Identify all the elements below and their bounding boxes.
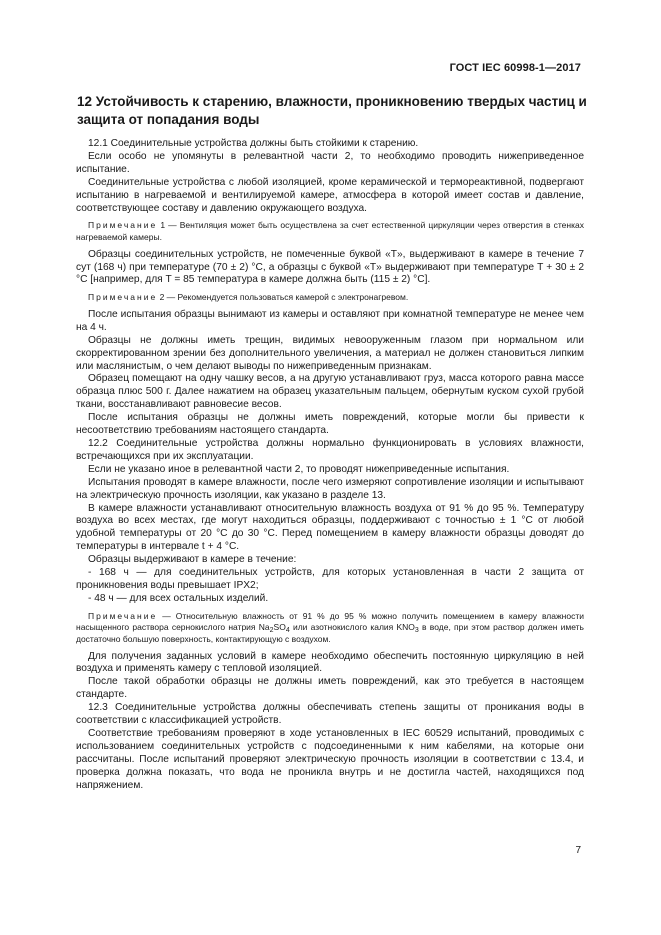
paragraph: 12.2 Соединительные устройства должны нормально функционировать в условиях влажности, встречающихся при их эксплуатации. (76, 438, 584, 462)
section-title: 12 Устойчивость к старению, влажности, проникновению твердых частиц и защита от попадания воды (77, 94, 587, 127)
note-text: 1 — Вентиляция может быть осуществлена за счет естественной циркуляции через отверстия в стенках нагреваемой камеры. (76, 220, 584, 243)
paragraph: Образец помещают на одну чашку весов, а на другую устанавливают груз, масса которого равна массе образца плюс 500 г. Далее нажатием на образец указательным пальцем, обернутым куском сухой грубой ткани, восстанавливают равновесие весов. (76, 373, 584, 411)
paragraph: После испытания образцы не должны иметь повреждений, которые могли бы привести к несоответствию требованиям настоящего стандарта. (76, 412, 584, 437)
document-body (76, 138, 584, 793)
list-item: - 168 ч — для соединительных устройств, для которых установленная в части 2 защита от проникновения воды превышает IPX2; (76, 567, 584, 591)
note-text: 2 — Рекомендуется пользоваться камерой с электронагревом. (159, 292, 409, 303)
paragraph: После такой обработки образцы не должны иметь повреждений, как это требуется в настоящем стандарте. (76, 676, 584, 701)
note-3: Примечание — Относительную влажность от 91 % до 95 % можно получить помещением в камеру влажности насыщенного раствора сернокислого натрия $Na_2SO_4$ или азотнокислого калия $KNO_3$ в воде, при этом раствор должен иметь достаточно большую поверхность, контактирующую с воздухом. (76, 610, 584, 644)
paragraph: 12.1 Соединительные устройства должны быть стойкими к старению. (88, 138, 419, 149)
paragraph: Соединительные устройства с любой изоляцией, кроме керамической и термореактивной, подвергают испытанию в нагреваемой и вентилируемой камере, атмосфера в которой имеет состав и давление, соответствующее составу и давлению окружающего воздуха. (76, 176, 584, 214)
page-number: 7 (575, 845, 581, 856)
paragraph: Испытания проводят в камере влажности, после чего измеряют сопротивление изоляции и испытывают на электрическую прочность изоляции, как указано в разделе 13. (76, 476, 584, 501)
paragraph: Для получения заданных условий в камере необходимо обеспечить постоянную циркуляцию в ней воздуха и применять камеру с тепловой изоляцией. (76, 650, 584, 675)
list-item: - 48 ч — для всех остальных изделий. (88, 592, 269, 604)
note-2 (76, 292, 584, 304)
paragraph: Соответствие требованиям проверяют в ходе установленных в IEC 60529 испытаний, проводимых с использованием соединительных устройств с подсоединенными к ним кабелями, на которые они рассчитаны. После испытаний проверяют электрическую прочность изоляции в соответствии с 13.4, и проверка должна показать, что вода не проникла внутрь и не достигла частей, находящихся под напряжением. (76, 728, 584, 791)
paragraph: Если не указано иное в релевантной части 2, то проводят нижеприведенные испытания. (88, 463, 510, 475)
paragraph: 12.3 Соединительные устройства должны обеспечивать степень защиты от проникания воды в соответствии с классификацией устройств. (76, 702, 584, 727)
paragraph: В камере влажности устанавливают относительную влажность воздуха от 91 % до 95 %. Температуру воздуха во всех местах, где могут находиться образцы, поддерживают с точностью ± 1 °С от любой удобной температуры от 20 °С до 30 °С. Перед помещением в камеру влажности образцы доводят до температуры в интервале t + 4 °С. (76, 502, 584, 553)
paragraph: Образцы не должны иметь трещин, видимых невооруженным глазом при нормальном или скорректированном зрении без дополнительного увеличения, а материал не должен становиться липким или маслянистым, о чем делают выводы по нижеприведенным признакам. (76, 334, 584, 372)
paragraph: Образцы выдерживают в камере в течение: (88, 554, 297, 566)
paragraph: Если особо не упомянуты в релевантной части 2, то необходимо проводить нижеприведенное испытание. (76, 150, 584, 175)
standard-header: ГОСТ IEC 60998-1—2017 (449, 62, 581, 74)
note-label: Примечание (88, 610, 158, 621)
paragraph: После испытания образцы вынимают из камеры и оставляют при комнатной температуре не менее чем на 4 ч. (76, 308, 584, 333)
paragraph: Образцы соединительных устройств, не помеченные буквой «T», выдерживают в камере в течение 7 сут (168 ч) при температуре (70 ± 2) °С, а образцы с буквой «T» выдерживают при температуре T + 30 ± 2 °С [например, для T = 85 температура в камере должна быть (115 ± 2) °С]. (76, 248, 584, 286)
note-label: Примечание (88, 292, 158, 303)
note-1 (76, 220, 584, 243)
note-label: Примечание (88, 220, 158, 231)
